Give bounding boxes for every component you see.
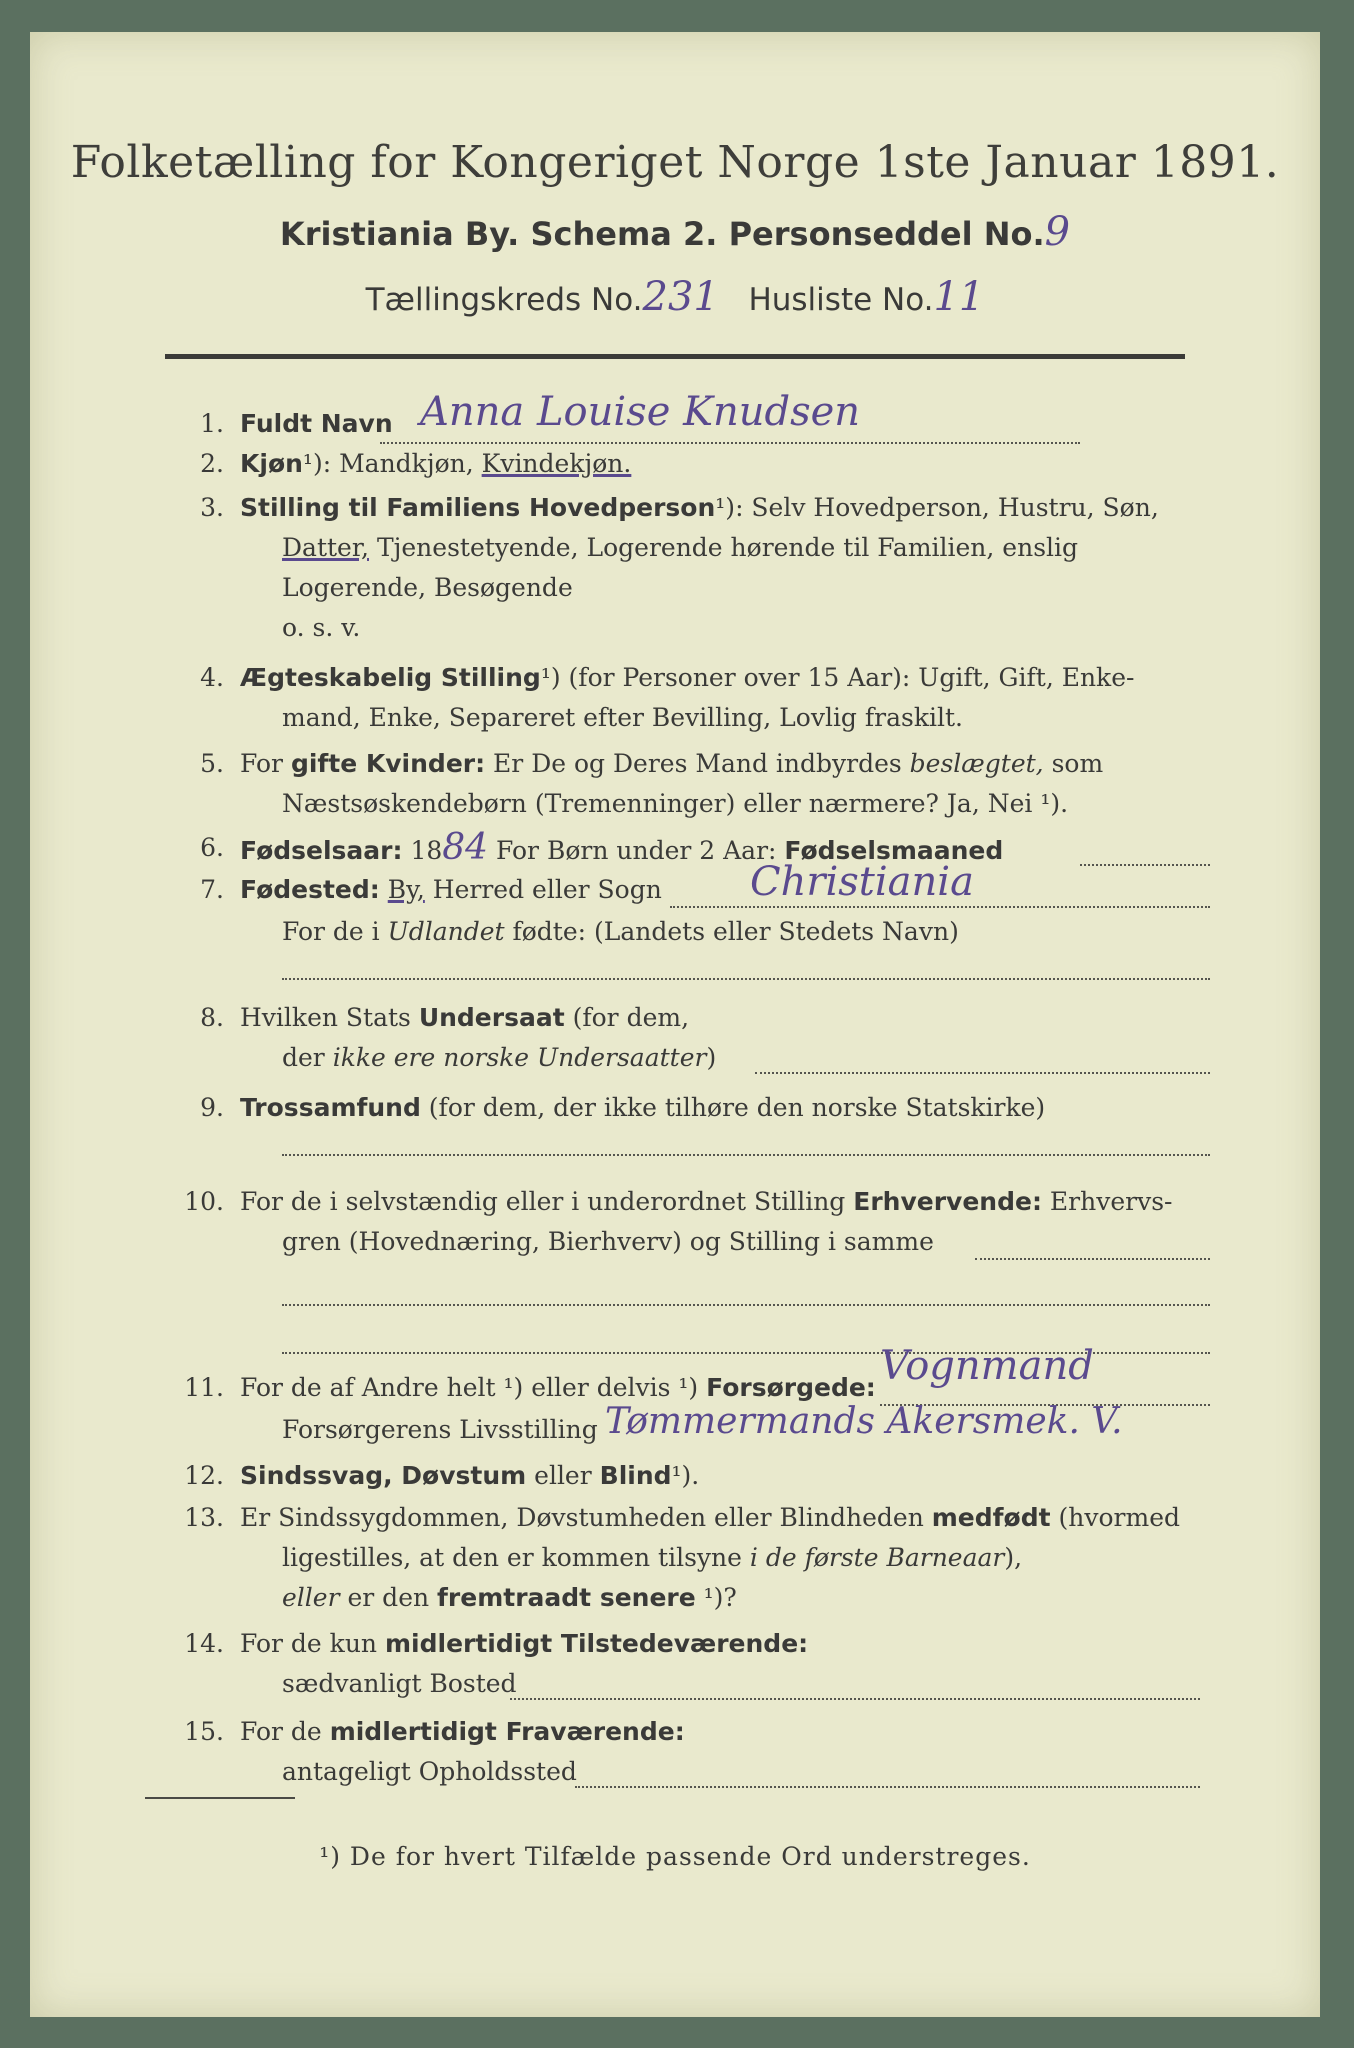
provider-occupation-label: Forsørgerens Livsstilling bbox=[282, 1415, 598, 1444]
item-number: 8. bbox=[200, 1003, 224, 1032]
congenital-close: ), bbox=[1004, 1543, 1023, 1572]
usual-residence-label: sædvanligt Bosted bbox=[282, 1669, 517, 1698]
sex-label: Kjøn bbox=[240, 449, 303, 478]
congenital-italic: i de første Barneaar bbox=[749, 1543, 1005, 1572]
personseddel-number: 9 bbox=[1044, 209, 1071, 255]
marital-status-options-2: mand, Enke, Separeret efter Bevilling, Lovlig fraskilt. bbox=[282, 703, 963, 732]
schema-label: Kristiania By. Schema 2. Personseddel No. bbox=[279, 215, 1045, 253]
abroad-italic: Udlandet bbox=[387, 917, 505, 946]
occupation-label: Erhvervende: bbox=[853, 1187, 1042, 1216]
footnote: ¹) De for hvert Tilfælde passende Ord understreges. bbox=[319, 1842, 1031, 1871]
full-name-answer: Anna Louise Knudsen bbox=[420, 389, 861, 435]
provider-occupation-answer: Tømmermands Akersmek. V. bbox=[605, 1401, 1123, 1442]
citizenship-close: ) bbox=[706, 1043, 717, 1072]
footnote-ref: ¹) bbox=[540, 663, 561, 692]
marital-status-options: (for Personer over 15 Aar): Ugift, Gift, Enke- bbox=[560, 663, 1135, 692]
family-position-options: : Selv Hovedperson, Hustru, Søn, bbox=[735, 493, 1159, 522]
birth-year-label: Fødselsaar: bbox=[240, 836, 403, 865]
district-line bbox=[30, 274, 1320, 320]
occupation-question-2: gren (Hovednæring, Bierhverv) og Stilling i samme bbox=[282, 1227, 934, 1256]
abroad-question: fødte: (Landets eller Stedets Navn) bbox=[504, 917, 959, 946]
occupation-question: Erhvervs- bbox=[1041, 1187, 1173, 1216]
family-position-selected: Datter, bbox=[282, 533, 369, 562]
citizenship-label: Undersaat bbox=[418, 1003, 565, 1032]
header-divider bbox=[165, 354, 1185, 359]
citizenship-line bbox=[755, 1072, 1210, 1074]
item-number: 9. bbox=[200, 1093, 224, 1122]
birthplace-answer: Christiania bbox=[750, 859, 974, 905]
abroad-line bbox=[282, 978, 1210, 980]
footnote-ref: ¹) bbox=[302, 449, 323, 478]
item-number: 11. bbox=[184, 1373, 224, 1402]
birthplace-selected: By, bbox=[387, 875, 425, 904]
supported-label: Forsørgede: bbox=[706, 1373, 876, 1402]
birthplace-label: Fødested: bbox=[240, 875, 380, 904]
item-number: 3. bbox=[200, 493, 224, 522]
item-number: 7. bbox=[200, 875, 224, 904]
sex-selected: Kvindekjøn. bbox=[481, 449, 632, 478]
item-number: 14. bbox=[184, 1629, 224, 1658]
family-position-options-4: o. s. v. bbox=[282, 613, 361, 642]
citizenship-italic: ikke ere norske Undersaatter bbox=[332, 1043, 707, 1072]
item-number: 2. bbox=[200, 449, 224, 478]
item-number: 13. bbox=[184, 1503, 224, 1532]
temporary-present-pre: For de kun bbox=[240, 1629, 385, 1658]
birth-month-label: Fødselsmaaned bbox=[784, 836, 1004, 865]
husliste-number: 11 bbox=[933, 274, 985, 320]
footnote-ref: ¹) bbox=[715, 493, 736, 522]
item-number: 10. bbox=[184, 1187, 224, 1216]
item-number: 5. bbox=[200, 749, 224, 778]
temporary-present-label: midlertidigt Tilstedeværende: bbox=[384, 1629, 809, 1658]
temporary-absent-pre: For de bbox=[240, 1717, 330, 1746]
religion-label: Trossamfund bbox=[240, 1093, 421, 1122]
supported-question: For de af Andre helt ¹) eller delvis ¹) bbox=[240, 1373, 707, 1402]
occupation-line-2 bbox=[282, 1304, 1210, 1306]
blind-label: Blind bbox=[599, 1461, 672, 1490]
usual-residence-line bbox=[510, 1698, 1200, 1700]
congenital-question-end: (hvormed bbox=[1050, 1503, 1180, 1532]
family-position-options-2: Tjenestetyende, Logerende hørende til Familien, enslig bbox=[369, 533, 1079, 562]
birthplace-options: Herred eller Sogn bbox=[424, 875, 662, 904]
footnote-divider bbox=[145, 1797, 295, 1799]
abroad-pre: For de i bbox=[282, 917, 388, 946]
birth-year-prefix: 18 bbox=[402, 836, 443, 865]
schema-line bbox=[30, 209, 1320, 255]
occupation-pre: For de i selvstændig eller i underordnet Stilling bbox=[240, 1187, 854, 1216]
married-women-question: Er De og Deres Mand indbyrdes bbox=[485, 749, 910, 778]
married-women-italic: beslægtet, bbox=[909, 749, 1044, 778]
family-position-options-3: Logerende, Besøgende bbox=[282, 573, 573, 602]
congenital-eller: eller bbox=[282, 1583, 340, 1612]
citizenship-question: (for dem, bbox=[564, 1003, 690, 1032]
sex-options: : Mandkjøn, bbox=[322, 449, 482, 478]
taellingskreds-number: 231 bbox=[642, 274, 719, 320]
marital-status-label: Ægteskabelig Stilling bbox=[240, 663, 541, 692]
birthplace-line bbox=[670, 906, 1210, 908]
congenital-question-2: ligestilles, at den er kommen tilsyne bbox=[282, 1543, 750, 1572]
item-number: 15. bbox=[184, 1717, 224, 1746]
married-women-pre: For bbox=[240, 749, 291, 778]
religion-question: (for dem, der ikke tilhøre den norske Statskirke) bbox=[420, 1093, 1046, 1122]
religion-line bbox=[282, 1154, 1210, 1156]
occupation-line-1 bbox=[975, 1258, 1210, 1260]
disability-or: eller bbox=[526, 1461, 600, 1490]
congenital-question-end-3: ¹)? bbox=[695, 1583, 737, 1612]
family-position-label: Stilling til Familiens Hovedperson bbox=[240, 493, 716, 522]
supported-answer: Vognmand bbox=[880, 1343, 1094, 1389]
probable-residence-line bbox=[575, 1786, 1200, 1788]
footnote-ref: ¹). bbox=[671, 1461, 700, 1490]
taellingskreds-label: Tællingskreds No. bbox=[365, 282, 643, 318]
husliste-label: Husliste No. bbox=[748, 282, 934, 318]
married-women-label: gifte Kvinder: bbox=[290, 749, 486, 778]
birth-year-answer: 84 bbox=[442, 827, 489, 868]
birth-month-line bbox=[1080, 864, 1210, 866]
item-number: 6. bbox=[200, 833, 224, 862]
full-name-label: Fuldt Navn bbox=[240, 409, 393, 438]
congenital-label: medfødt bbox=[931, 1503, 1051, 1532]
disability-label: Sindssvag, Døvstum bbox=[240, 1461, 527, 1490]
later-onset-label: fremtraadt senere bbox=[437, 1583, 696, 1612]
census-form bbox=[30, 32, 1320, 2017]
citizenship-pre-2: der bbox=[282, 1043, 333, 1072]
item-number: 4. bbox=[200, 663, 224, 692]
congenital-question: Er Sindssygdommen, Døvstumheden eller Blindheden bbox=[240, 1503, 932, 1532]
married-women-question-end: som bbox=[1043, 749, 1104, 778]
item-number: 1. bbox=[200, 409, 224, 438]
married-women-question-2: Næstsøskendebørn (Tremenninger) eller nærmere? Ja, Nei ¹). bbox=[282, 789, 1069, 818]
birth-month-question: For Børn under 2 Aar: bbox=[488, 836, 785, 865]
form-title: Folketælling for Kongeriget Norge 1ste Januar 1891. bbox=[70, 137, 1280, 188]
temporary-absent-label: midlertidigt Fraværende: bbox=[329, 1717, 685, 1746]
citizenship-pre: Hvilken Stats bbox=[240, 1003, 419, 1032]
item-number: 12. bbox=[184, 1461, 224, 1490]
congenital-question-3: er den bbox=[339, 1583, 438, 1612]
probable-residence-label: antageligt Opholdssted bbox=[282, 1757, 577, 1786]
